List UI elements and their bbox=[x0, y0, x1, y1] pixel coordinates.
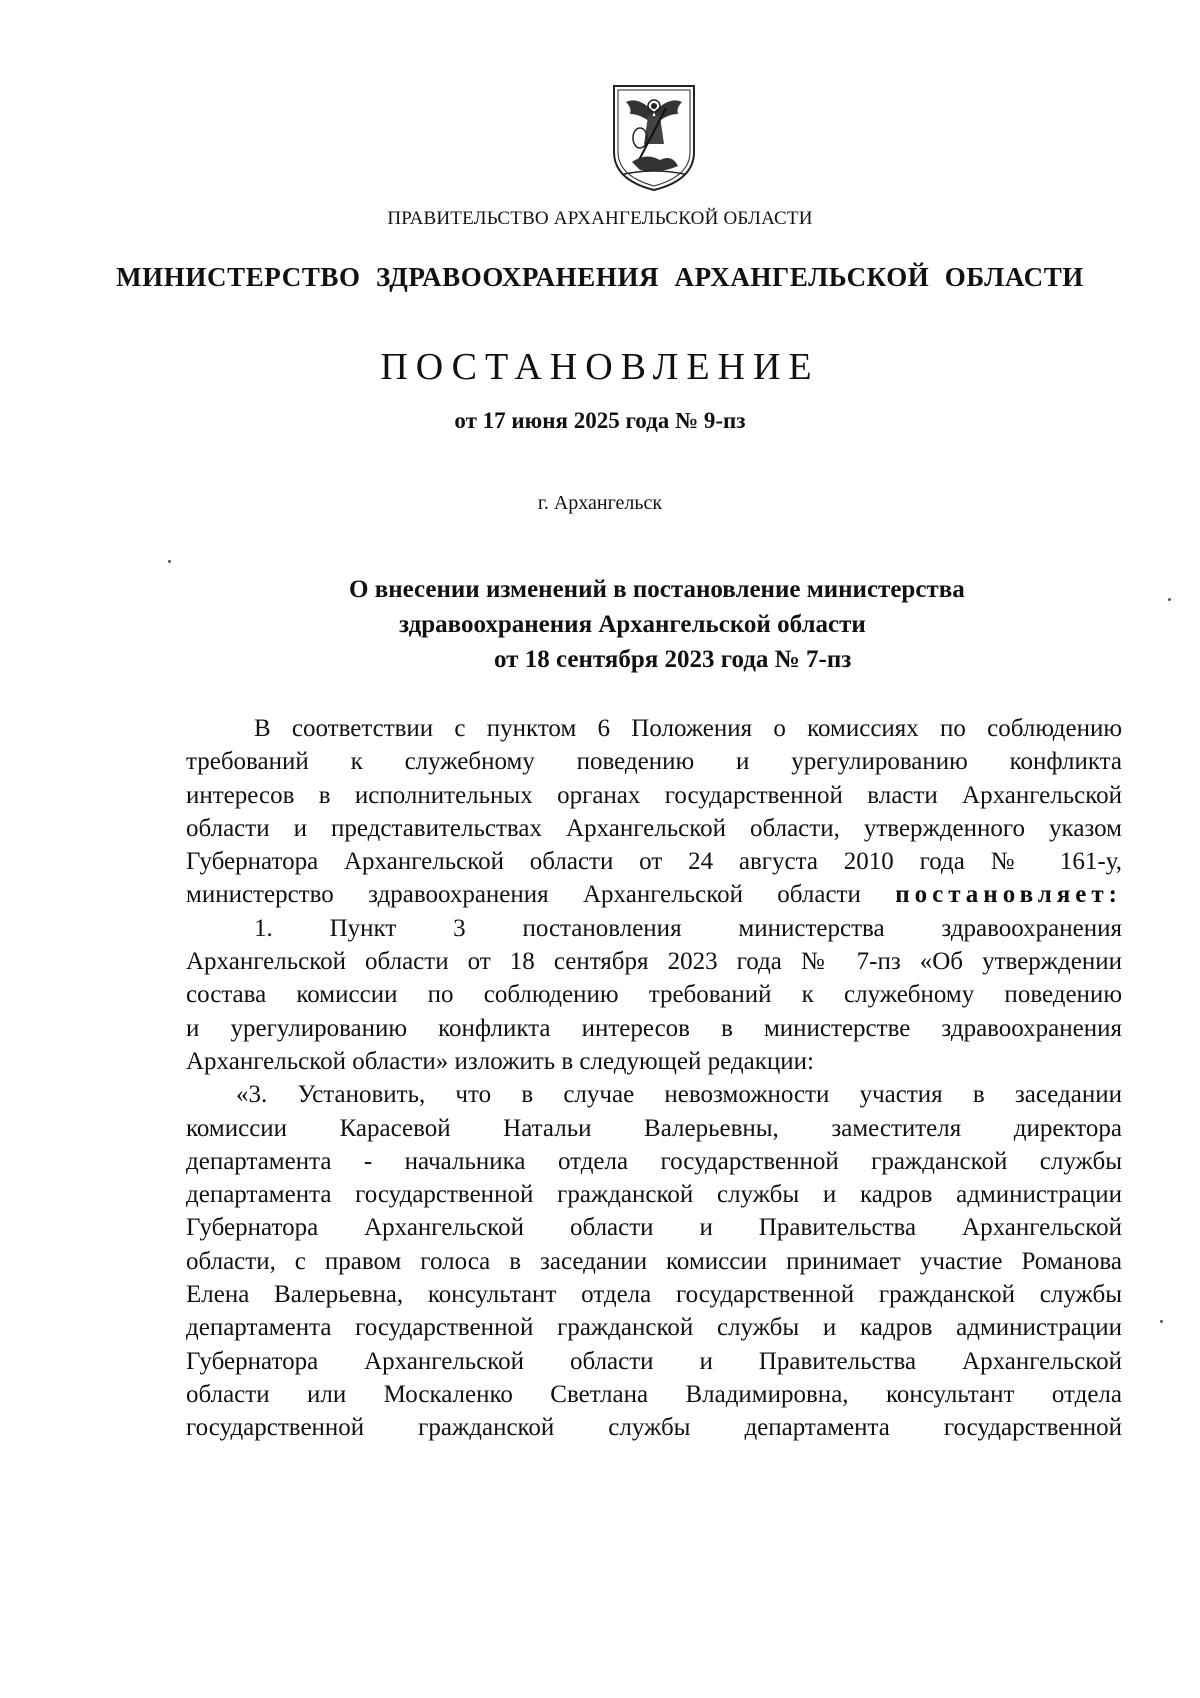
scan-speck bbox=[168, 560, 171, 563]
subject-line: от 18 сентября 2023 года № 7-пз bbox=[494, 646, 852, 673]
document-body bbox=[186, 712, 1122, 1445]
body-line: интересов в исполнительных органах государственной власти Архангельской bbox=[186, 781, 1122, 809]
body-line: департамента государственной гражданской службы и кадров администрации bbox=[186, 1181, 1122, 1209]
body-line: комиссии Карасевой Натальи Валерьевны, заместителя директора bbox=[186, 1114, 1122, 1142]
document-subject bbox=[0, 572, 1200, 677]
body-text: министерство здравоохранения Архангельской области bbox=[186, 881, 861, 909]
body-line: Архангельской области от 18 сентября 2023 года № 7-пз «Об утверждении bbox=[186, 948, 1122, 976]
body-line: требований к служебному поведению и урегулированию конфликта bbox=[186, 748, 1122, 776]
body-line: области, с правом голоса в заседании комиссии принимает участие Романова bbox=[186, 1247, 1122, 1275]
body-line: «3. Установить, что в случае невозможности участия в заседании bbox=[236, 1081, 1122, 1109]
document-type-title: ПОСТАНОВЛЕНИЕ bbox=[380, 346, 820, 388]
body-line: департамента государственной гражданской службы и кадров администрации bbox=[186, 1314, 1122, 1342]
body-line: Губернатора Архангельской области от 24 августа 2010 года № 161-у, bbox=[186, 848, 1122, 876]
body-line: Губернатора Архангельской области и Правительства Архангельской bbox=[186, 1214, 1122, 1242]
subject-line: здравоохранения Архангельской области bbox=[399, 611, 866, 638]
body-line: и урегулированию конфликта интересов в министерстве здравоохранения bbox=[186, 1014, 1122, 1042]
body-line: 1. Пункт 3 постановления министерства здравоохранения bbox=[254, 914, 1122, 942]
body-line: государственной гражданской службы департамента государственной bbox=[186, 1414, 1122, 1442]
body-line bbox=[186, 878, 1122, 911]
resolution-keyword: постановляет: bbox=[895, 881, 1122, 909]
body-line: Архангельской области» изложить в следующей редакции: bbox=[186, 1047, 814, 1075]
body-line: Елена Валерьевна, консультант отдела государственной гражданской службы bbox=[186, 1281, 1122, 1309]
subject-line: О внесении изменений в постановление министерства bbox=[349, 576, 965, 603]
body-line: области и представительствах Архангельской области, утвержденного указом bbox=[186, 814, 1122, 842]
scan-speck bbox=[1168, 598, 1171, 601]
ministry-title: МИНИСТЕРСТВО ЗДРАВООХРАНЕНИЯ АРХАНГЕЛЬСКОЙ ОБЛАСТИ bbox=[116, 262, 1084, 292]
body-line: В соответствии с пунктом 6 Положения о комиссиях по соблюдению bbox=[254, 715, 1122, 742]
body-line: Губернатора Архангельской области и Правительства Архангельской bbox=[186, 1347, 1122, 1375]
government-header: ПРАВИТЕЛЬСТВО АРХАНГЕЛЬСКОЙ ОБЛАСТИ bbox=[387, 208, 813, 229]
coat-of-arms-emblem bbox=[610, 82, 698, 194]
body-line: области или Москаленко Светлана Владимировна, консультант отдела bbox=[186, 1380, 1122, 1408]
document-date-number: от 17 июня 2025 года № 9-пз bbox=[454, 408, 746, 433]
body-line: состава комиссии по соблюдению требований к служебному поведению bbox=[186, 981, 1122, 1009]
body-line: департамента - начальника отдела государственной гражданской службы bbox=[186, 1147, 1122, 1175]
document-city: г. Архангельск bbox=[537, 492, 663, 514]
scan-speck bbox=[1160, 1320, 1163, 1323]
